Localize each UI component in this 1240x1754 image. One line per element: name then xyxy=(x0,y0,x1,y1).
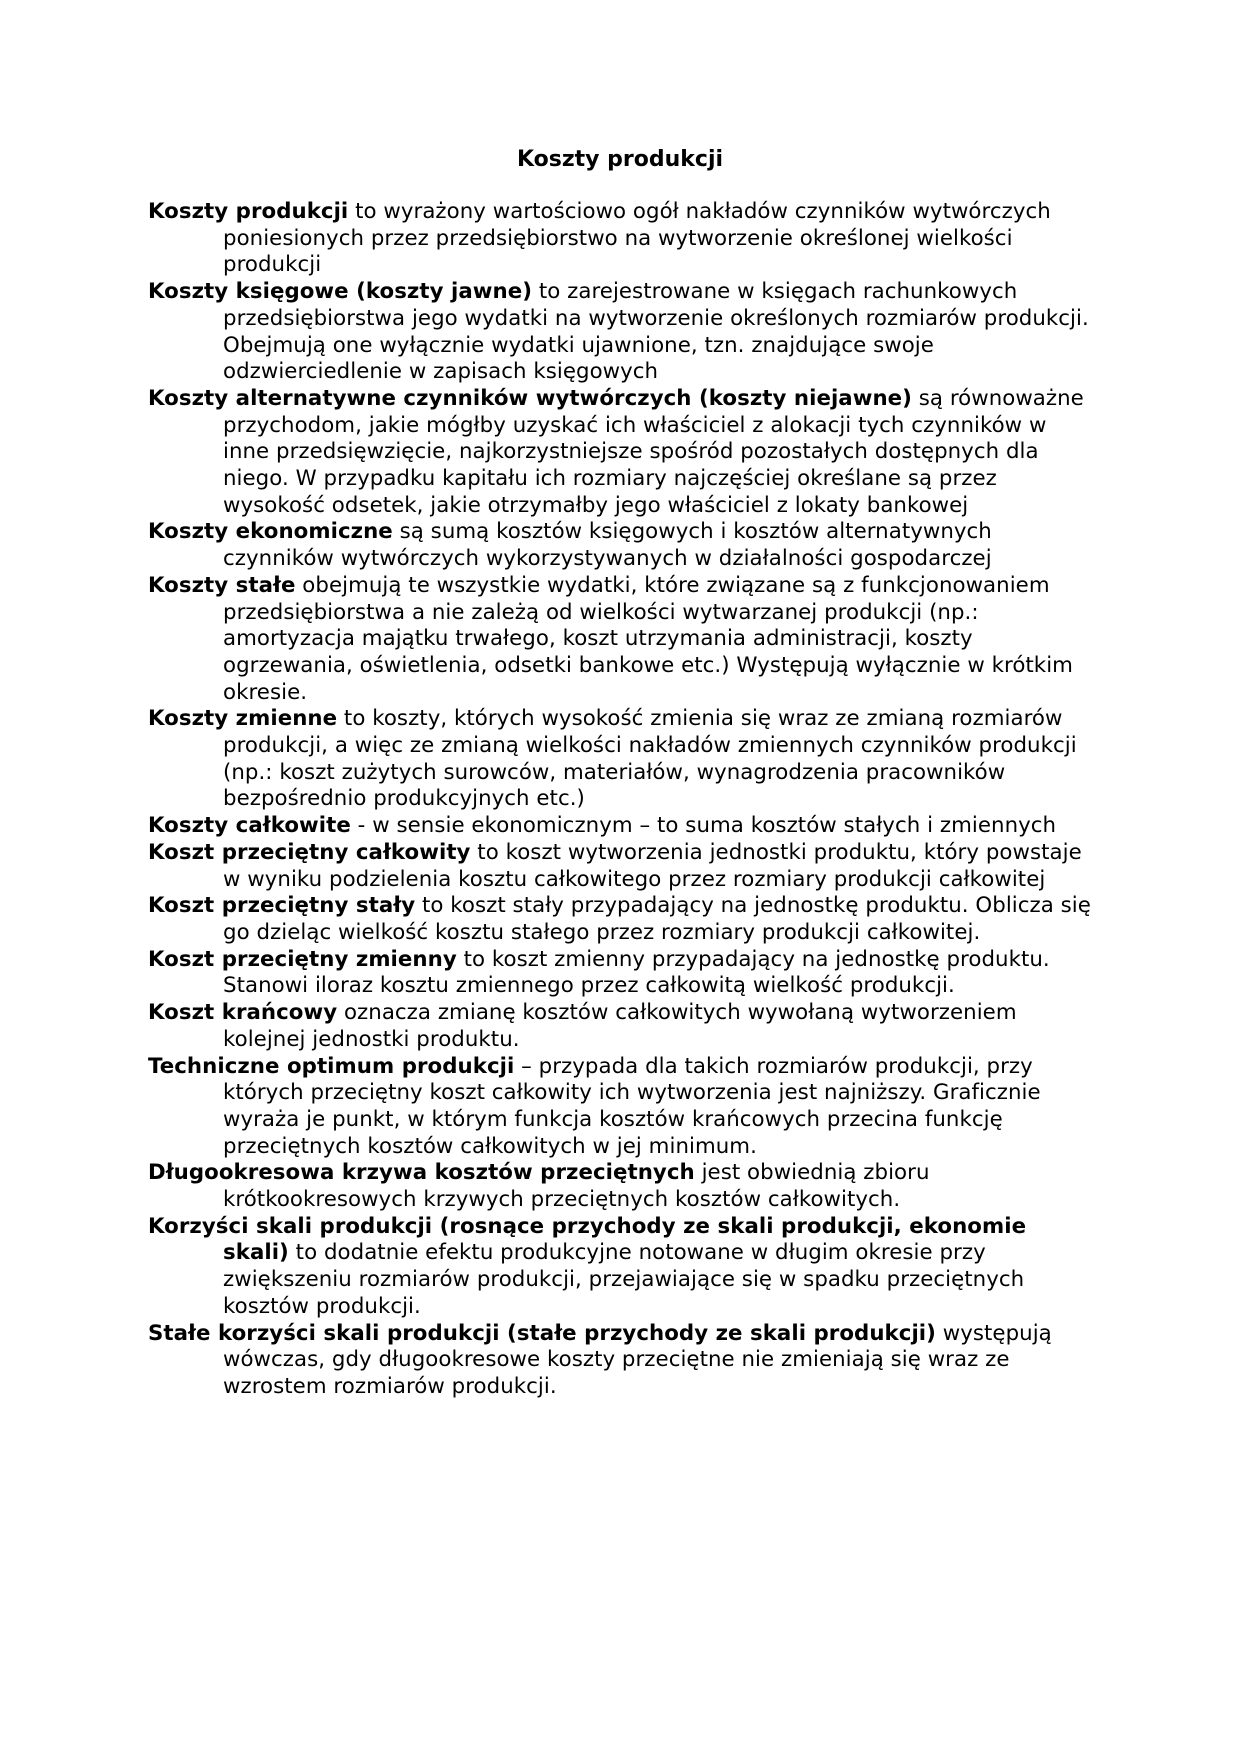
definition-term: Koszty całkowite xyxy=(148,813,351,839)
definition-term: Koszt przeciętny całkowity xyxy=(148,839,471,865)
definition-text: to koszt zmienny przypadający na jednostkę produktu. Stanowi iloraz kosztu zmiennego przez całkowitą wielkość produkcji. xyxy=(223,946,1050,999)
definition-entry xyxy=(148,1214,1093,1321)
definition-text: to wyrażony wartościowo ogół nakładów czynników wytwórczych poniesionych przez przedsiębiorstwo na wytworzenie określonej wielkości produkcji xyxy=(223,199,1051,278)
definition-term: Koszt przeciętny stały xyxy=(148,893,416,919)
definition-entry xyxy=(148,1321,1093,1401)
definition-text: są równoważne przychodom, jakie mógłby uzyskać ich właściciel z alokacji tych czynników w inne przedsięwzięcie, najkorzystniejsze spośród pozostałych dostępnych dla niego. W przypadku kapitału ich rozmiary najczęściej określane są przez wysokość odsetek, jakie otrzymałby jego właściciel z lokaty bankowej xyxy=(223,385,1084,518)
definition-entry xyxy=(148,1054,1093,1161)
definition-text: – przypada dla takich rozmiarów produkcji, przy których przeciętny koszt całkowity ich wytworzenia jest najniższy. Graficznie wyraża je punkt, w którym funkcja kosztów krańcowych przecina funkcję przeciętnych kosztów całkowitych w jej minimum. xyxy=(223,1053,1041,1159)
definition-entry xyxy=(148,947,1093,1000)
document-title: Koszty produkcji xyxy=(516,147,724,172)
definition-text: jest obwiednią zbioru krótkookresowych krzywych przeciętnych kosztów całkowitych. xyxy=(223,1160,930,1213)
definition-entry xyxy=(148,840,1093,893)
definition-term: Koszt krańcowy xyxy=(148,1000,338,1026)
definition-entry xyxy=(148,279,1093,386)
definition-entry xyxy=(148,1160,1093,1213)
definition-term: Długookresowa krzywa kosztów przeciętnych xyxy=(148,1160,695,1186)
definition-term: Koszty ekonomiczne xyxy=(148,519,393,545)
definition-text: to dodatnie efektu produkcyjne notowane w długim okresie przy zwiększeniu rozmiarów produkcji, przejawiające się w spadku przeciętnych kosztów produkcji. xyxy=(223,1240,1025,1319)
definition-term: Koszty zmienne xyxy=(148,706,338,732)
definition-term: Techniczne optimum produkcji xyxy=(148,1053,515,1079)
definition-text: to koszt stały przypadający na jednostkę produktu. Oblicza się go dzieląc wielkość kosztu stałego przez rozmiary produkcji całkowitej. xyxy=(223,893,1091,945)
definition-entry xyxy=(148,1000,1093,1053)
definition-term: Koszty produkcji xyxy=(148,199,349,224)
definition-entry xyxy=(148,573,1093,707)
definition-text: występują wówczas, gdy długookresowe koszty przeciętne nie zmieniają się wraz ze wzrostem rozmiarów produkcji. xyxy=(223,1320,1052,1399)
definition-entry xyxy=(148,519,1093,572)
definition-term: Koszty stałe xyxy=(148,572,296,598)
definition-term: Korzyści skali produkcji (rosnące przychody ze skali produkcji, ekonomie skali) xyxy=(148,1213,1027,1266)
definition-text: oznacza zmianę kosztów całkowitych wywołaną wytworzeniem kolejnej jednostki produktu. xyxy=(223,1000,1017,1052)
definition-text: to koszty, których wysokość zmienia się wraz ze zmianą rozmiarów produkcji, a więc ze zmianą wielkości nakładów zmiennych czynników produkcji (np.: koszt zużytych surowców, materiałów, wynagrodzenia pracowników bezpośrednio produkcyjnych etc.) xyxy=(223,706,1077,812)
definition-entry xyxy=(148,706,1093,813)
definition-text: to zarejestrowane w księgach rachunkowych przedsiębiorstwa jego wydatki na wytworzenie określonych rozmiarów produkcji. Obejmują one wyłącznie wydatki ujawnione, tzn. znajdujące swoje odzwierciedlenie w zapisach księgowych xyxy=(223,279,1089,385)
definition-term: Koszty alternatywne czynników wytwórczych (koszty niejawne) xyxy=(148,385,912,411)
definition-term: Koszty księgowe (koszty jawne) xyxy=(148,279,532,305)
definitions-list xyxy=(148,199,1093,1401)
definition-entry xyxy=(148,893,1093,946)
definition-text: obejmują te wszystkie wydatki, które związane są z funkcjonowaniem przedsiębiorstwa a nie zależą od wielkości wytwarzanej produkcji (np.: amortyzacja majątku trwałego, koszt utrzymania administracji, koszty ogrzewania, oświetlenia, odsetki bankowe etc.) Występują wyłącznie w krótkim okresie. xyxy=(223,572,1073,705)
definition-entry xyxy=(148,199,1093,279)
definition-entry xyxy=(148,813,1093,840)
definition-text: - w sensie ekonomicznym – to suma kosztów stałych i zmiennych xyxy=(350,813,1057,839)
definition-term: Koszt przeciętny zmienny xyxy=(148,946,457,972)
definition-text: to koszt wytworzenia jednostki produktu, który powstaje w wyniku podzielenia kosztu całkowitego przez rozmiary produkcji całkowitej xyxy=(223,839,1082,892)
definition-text: są sumą kosztów księgowych i kosztów alternatywnych czynników wytwórczych wykorzystywanych w działalności gospodarczej xyxy=(223,519,992,572)
definition-term: Stałe korzyści skali produkcji (stałe przychody ze skali produkcji) xyxy=(148,1320,936,1346)
definition-entry xyxy=(148,386,1093,520)
